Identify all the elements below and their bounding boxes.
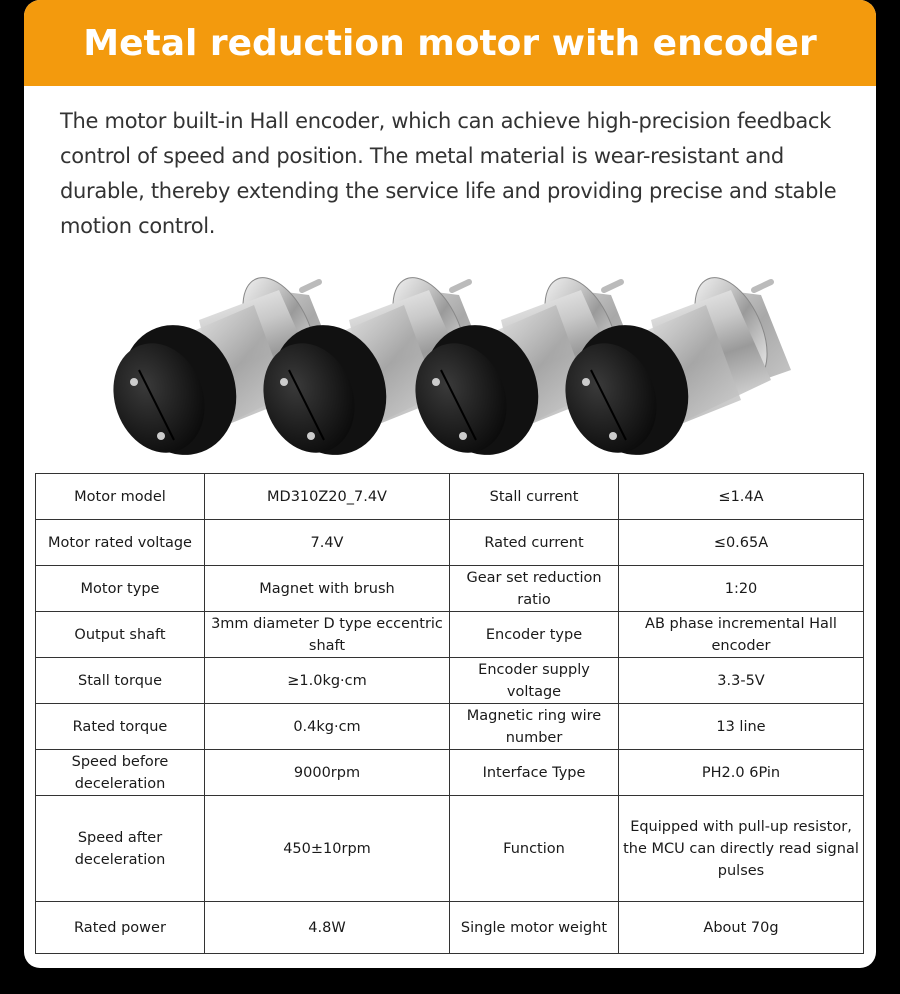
- spec-label: Speed before deceleration: [36, 750, 205, 796]
- table-row: [36, 566, 864, 612]
- table-row: [36, 474, 864, 520]
- title-banner: [24, 0, 876, 86]
- spec-label: Rated current: [450, 520, 619, 566]
- spec-value: About 70g: [619, 902, 864, 954]
- spec-label: Motor rated voltage: [36, 520, 205, 566]
- spec-label: Motor type: [36, 566, 205, 612]
- motor-product-image: [24, 250, 876, 465]
- table-row: [36, 612, 864, 658]
- table-row: [36, 796, 864, 902]
- spec-value: Equipped with pull-up resistor, the MCU can directly read signal pulses: [619, 796, 864, 902]
- spec-label: Encoder supply voltage: [450, 658, 619, 704]
- spec-label: Interface Type: [450, 750, 619, 796]
- spec-value: 3mm diameter D type eccentric shaft: [205, 612, 450, 658]
- spec-value: MD310Z20_7.4V: [205, 474, 450, 520]
- table-row: [36, 704, 864, 750]
- spec-label: Speed after deceleration: [36, 796, 205, 902]
- spec-label: Motor model: [36, 474, 205, 520]
- spec-table: [35, 473, 864, 954]
- spec-value: 0.4kg·cm: [205, 704, 450, 750]
- table-row: [36, 750, 864, 796]
- product-card: [24, 0, 876, 968]
- product-description: The motor built-in Hall encoder, which can achieve high-precision feedback control of speed and position. The metal material is wear-resistant and durable, thereby extending the service life and providing precise and stable motion control.: [60, 109, 837, 238]
- spec-value: 13 line: [619, 704, 864, 750]
- spec-value: 9000rpm: [205, 750, 450, 796]
- spec-label: Function: [450, 796, 619, 902]
- spec-value: PH2.0 6Pin: [619, 750, 864, 796]
- spec-label: Rated power: [36, 902, 205, 954]
- spec-value: 3.3-5V: [619, 658, 864, 704]
- spec-label: Stall torque: [36, 658, 205, 704]
- spec-label: Output shaft: [36, 612, 205, 658]
- spec-value: 7.4V: [205, 520, 450, 566]
- spec-value: AB phase incremental Hall encoder: [619, 612, 864, 658]
- spec-value: 4.8W: [205, 902, 450, 954]
- spec-label: Rated torque: [36, 704, 205, 750]
- spec-label: Single motor weight: [450, 902, 619, 954]
- spec-label: Stall current: [450, 474, 619, 520]
- spec-value: ≥1.0kg·cm: [205, 658, 450, 704]
- spec-value: ≤1.4A: [619, 474, 864, 520]
- spec-value: Magnet with brush: [205, 566, 450, 612]
- page-title: Metal reduction motor with encoder: [83, 22, 817, 64]
- spec-value: ≤0.65A: [619, 520, 864, 566]
- table-row: [36, 902, 864, 954]
- spec-label: Gear set reduction ratio: [450, 566, 619, 612]
- spec-label: Magnetic ring wire number: [450, 704, 619, 750]
- table-row: [36, 520, 864, 566]
- spec-value: 1:20: [619, 566, 864, 612]
- spec-value: 450±10rpm: [205, 796, 450, 902]
- table-row: [36, 658, 864, 704]
- spec-label: Encoder type: [450, 612, 619, 658]
